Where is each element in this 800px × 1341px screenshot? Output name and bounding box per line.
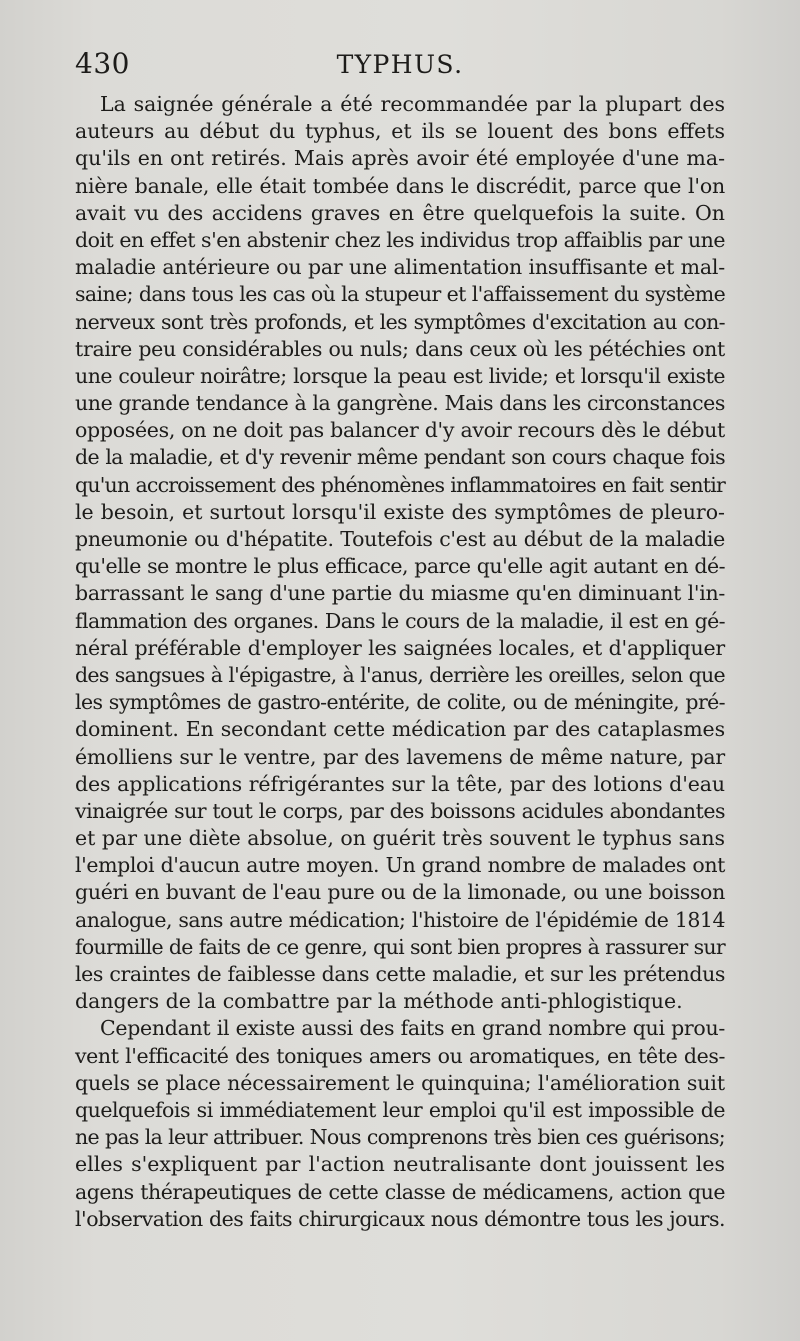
text-line: quelquefois si immédiatement leur emploi qu'il est impossible de: [75, 1097, 725, 1122]
text-line: flammation des organes. Dans le cours de la maladie, il est en gé-: [75, 608, 725, 633]
text-line: agens thérapeutiques de cette classe de médicamens, action que: [75, 1179, 725, 1204]
text-line: analogue, sans autre médication; l'histoire de l'épidémie de 1814: [75, 907, 725, 932]
text-line: maladie antérieure ou par une alimentation insuffisante et mal-: [75, 255, 725, 280]
text-line: avait vu des accidens graves en être quelquefois la suite. On: [75, 200, 725, 225]
text-line: guéri en buvant de l'eau pure ou de la limonade, ou une boisson: [75, 880, 725, 905]
text-line: qu'ils en ont retirés. Mais après avoir été employée d'une ma-: [75, 146, 725, 171]
text-line: opposées, on ne doit pas balancer d'y avoir recours dès le début: [75, 418, 725, 443]
text-line: l'emploi d'aucun autre moyen. Un grand nombre de malades ont: [75, 853, 725, 878]
text-line: néral préférable d'employer les saignées locales, et d'appliquer: [75, 635, 725, 660]
text-line: les craintes de faiblesse dans cette maladie, et sur les prétendus: [75, 962, 725, 986]
text-line: des applications réfrigérantes sur la tête, par des lotions d'eau: [75, 771, 725, 796]
text-line: dangers de la combattre par la méthode anti-phlogistique.: [75, 989, 683, 1014]
text-line: et par une diète absolue, on guérit très souvent le typhus sans: [75, 826, 726, 851]
text-line: de la maladie, et d'y revenir même pendant son cours chaque fois: [75, 445, 725, 470]
text-line: Cependant il existe aussi des faits en grand nombre qui prou-: [100, 1016, 725, 1041]
text-line: une couleur noirâtre; lorsque la peau est livide; et lorsqu'il existe: [75, 363, 725, 388]
text-line: dominent. En secondant cette médication par des cataplasmes: [75, 717, 725, 742]
text-line: nerveux sont très profonds, et les symptômes d'excitation au con-: [75, 309, 725, 334]
text-line: émolliens sur le ventre, par des lavemens de même nature, par: [75, 744, 725, 769]
text-line: quels se place nécessairement le quinquina; l'amélioration suit: [75, 1070, 725, 1095]
text-line: vent l'efficacité des toniques amers ou aromatiques, en tête des-: [75, 1043, 725, 1068]
text-line: pneumonie ou d'hépatite. Toutefois c'est au début de la maladie: [75, 527, 725, 551]
text-line: qu'elle se montre le plus efficace, parce qu'elle agit autant en dé-: [75, 554, 725, 579]
paragraph-2: [75, 1015, 725, 1233]
text-line: vinaigrée sur tout le corps, par des boissons acidules abondantes: [75, 798, 725, 823]
text-line: auteurs au début du typhus, et ils se louent des bons effets: [75, 119, 725, 144]
text-line: fourmille de faits de ce genre, qui sont bien propres à rassurer sur: [75, 934, 725, 959]
text-line: qu'un accroissement des phénomènes inflammatoires en fait sentir: [75, 472, 725, 497]
text-line: barrassant le sang d'une partie du miasme qu'en diminuant l'in-: [75, 581, 725, 606]
text-line: traire peu considérables ou nuls; dans ceux où les pétéchies ont: [75, 336, 725, 361]
page-body: [75, 91, 725, 1233]
running-title: TYPHUS.: [336, 50, 464, 79]
text-line: saine; dans tous les cas où la stupeur et l'affaissement du système: [75, 282, 726, 307]
page-number: 430: [75, 47, 130, 80]
text-line: les symptômes de gastro-entérite, de colite, ou de méningite, pré-: [75, 690, 725, 715]
text-line: le besoin, et surtout lorsqu'il existe des symptômes de pleuro-: [75, 499, 725, 524]
text-line: doit en effet s'en abstenir chez les individus trop affaiblis par une: [75, 227, 725, 252]
text-line: La saignée générale a été recommandée par la plupart des: [100, 92, 725, 116]
text-line: elles s'expliquent par l'action neutralisante dont jouissent les: [75, 1152, 725, 1177]
text-line: des sangsues à l'épigastre, à l'anus, derrière les oreilles, selon que: [75, 662, 725, 687]
text-line: une grande tendance à la gangrène. Mais dans les circonstances: [75, 391, 725, 416]
text-line: l'observation des faits chirurgicaux nous démontre tous les jours.: [75, 1206, 725, 1231]
text-line: nière banale, elle était tombée dans le discrédit, parce que l'on: [75, 173, 725, 198]
paragraph-1: [75, 91, 725, 1015]
text-line: ne pas la leur attribuer. Nous comprenons très bien ces guérisons;: [75, 1125, 725, 1150]
